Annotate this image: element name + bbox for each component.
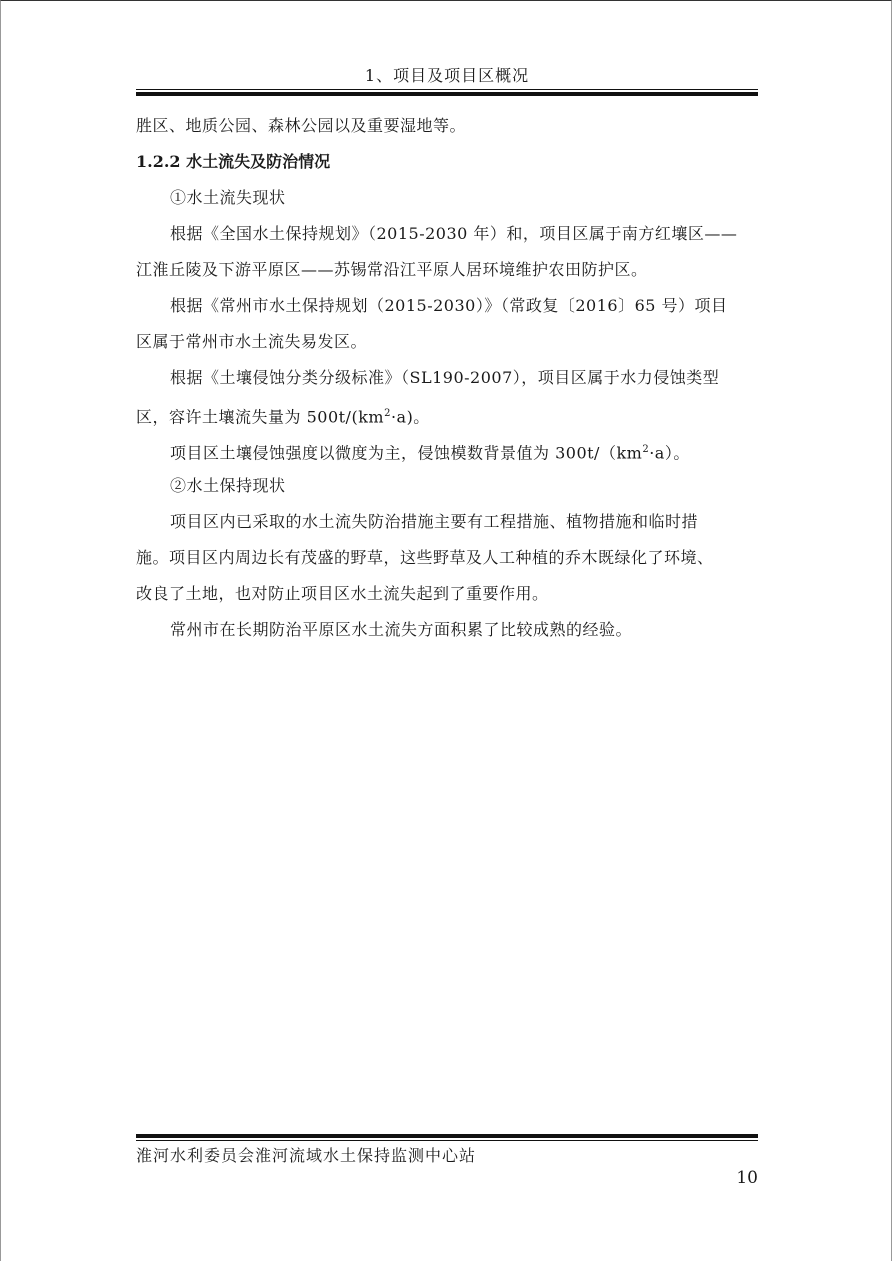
paragraph-line (136, 396, 758, 432)
paragraph-line: 常州市在长期防治平原区水土流失方面积累了比较成熟的经验。 (170, 620, 633, 639)
paragraph-line: 项目区内已采取的水土流失防治措施主要有工程措施、植物措施和临时措 (170, 512, 699, 531)
paragraph-line: 根据《常州市水土保持规划（2015-2030）》（常政复〔2016〕65 号）项目 (170, 296, 728, 315)
subheading-erosion-status: ①水土流失现状 (170, 188, 286, 207)
paragraph-line: 根据《土壤侵蚀分类分级标准》（SL190-2007），项目区属于水力侵蚀类型 (170, 368, 720, 387)
text-run: 区，容许土壤流失量为 500t/(km (136, 407, 385, 427)
paragraph-line: 区属于常州市水土流失易发区。 (136, 332, 368, 351)
header-rule-thin (136, 89, 758, 90)
running-header: 1、项目及项目区概况 (364, 66, 530, 85)
subheading-conservation-status: ②水土保持现状 (170, 476, 286, 495)
text-run: ·a）。 (649, 443, 690, 463)
footer-rule-thin (136, 1140, 758, 1141)
footer-organization: 淮河水利委员会淮河流域水土保持监测中心站 (136, 1146, 477, 1165)
section-heading: 1.2.2 水土流失及防治情况 (136, 152, 331, 171)
paragraph-line: 施。项目区内周边长有茂盛的野草，这些野草及人工种植的乔木既绿化了环境、 (136, 548, 714, 567)
superscript: 2 (642, 444, 650, 455)
text-run: ·a)。 (390, 407, 430, 427)
superscript: 2 (384, 408, 391, 419)
paragraph-line (136, 432, 758, 468)
page-number: 10 (736, 1168, 758, 1188)
text-run: 项目区土壤侵蚀强度以微度为主，侵蚀模数背景值为 300t/（km (170, 443, 643, 463)
paragraph-line: 根据《全国水土保持规划》（2015-2030 年）和，项目区属于南方红壤区—— (170, 224, 738, 243)
header-rule-thick (136, 92, 758, 96)
footer-rule-thick (136, 1134, 758, 1138)
paragraph-line: 江淮丘陵及下游平原区——苏锡常沿江平原人居环境维护农田防护区。 (136, 260, 648, 279)
document-body (136, 108, 758, 648)
paragraph-line: 改良了土地，也对防止项目区水土流失起到了重要作用。 (136, 584, 549, 603)
paragraph-continuation: 胜区、地质公园、森林公园以及重要湿地等。 (136, 116, 467, 135)
